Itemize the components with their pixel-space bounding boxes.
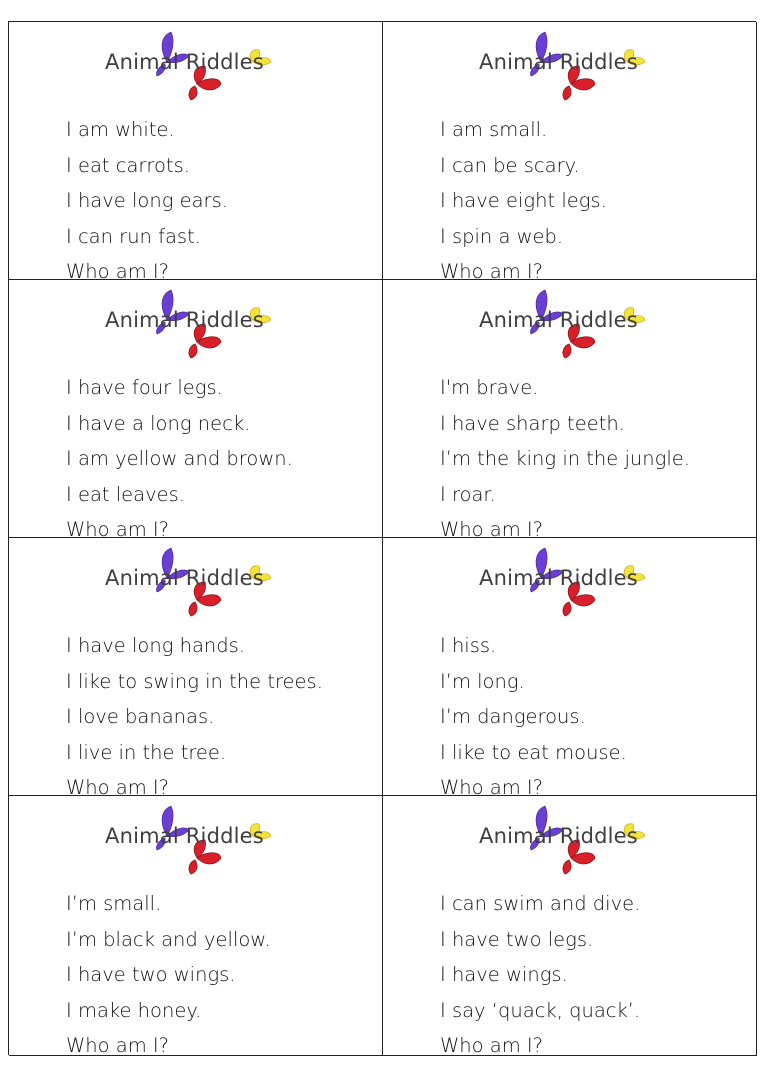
riddle-line: I am white. [66,118,175,141]
riddle-question: Who am I? [66,1034,170,1056]
riddle-line: I like to eat mouse. [440,740,627,764]
riddle-card [9,22,383,280]
riddle-line: I am yellow and brown. [66,447,293,470]
riddle-card [9,796,383,1056]
riddle-card [9,538,383,796]
riddle-line: I’m small. [66,892,162,915]
riddle-line: I have four legs. [66,376,223,399]
riddle-line: I eat carrots. [66,153,190,177]
riddle-line: I can be scary. [440,153,580,177]
riddle-lines [66,370,293,538]
riddle-line: I make honey. [66,998,202,1022]
riddle-line: I have eight legs. [440,189,607,212]
riddle-line: I roar. [440,482,496,506]
logo-title: Animal Riddles [105,50,264,74]
riddle-question: Who am I? [66,518,170,538]
riddle-question: Who am I? [66,260,170,280]
logo-title: Animal Riddles [479,824,638,848]
riddle-question: Who am I? [440,518,544,538]
riddle-lines [440,112,607,280]
animal-riddles-logo [477,26,677,104]
riddle-line: I have wings. [440,963,568,986]
animal-riddles-logo [477,542,677,620]
animal-riddles-logo [103,26,303,104]
logo-title: Animal Riddles [479,50,638,74]
riddle-line: I have long ears. [66,189,228,212]
animal-riddles-logo [103,800,303,878]
riddle-card [383,796,757,1056]
riddle-line: I have a long neck. [66,411,251,435]
riddle-line: I eat leaves. [66,482,185,506]
logo-title: Animal Riddles [105,566,264,590]
riddle-card [9,280,383,538]
riddle-line: I hiss. [440,634,497,657]
riddle-line: I’m dangerous. [440,705,586,728]
riddle-question: Who am I? [440,260,544,280]
riddle-card-grid [8,21,756,1055]
riddle-line: I have long hands. [66,634,246,657]
riddle-question: Who am I? [440,776,544,796]
logo-title: Animal Riddles [105,824,264,848]
riddle-line: I’m the king in the jungle. [440,447,690,470]
riddle-line: I live in the tree. [66,740,227,764]
riddle-card [383,22,757,280]
riddle-line: I’m black and yellow. [66,927,271,951]
riddle-question: Who am I? [66,776,170,796]
riddle-lines [66,886,271,1056]
riddle-lines [440,886,640,1056]
riddle-card [383,538,757,796]
animal-riddles-logo [103,542,303,620]
riddle-line: I have two legs. [440,927,594,951]
riddle-line: I spin a web. [440,224,564,248]
riddle-line: I’m long. [440,669,525,693]
riddle-line: I can swim and dive. [440,892,641,915]
riddle-line: I like to swing in the trees. [66,669,323,693]
logo-title: Animal Riddles [479,566,638,590]
logo-title: Animal Riddles [105,308,264,332]
riddle-question: Who am I? [440,1034,544,1056]
animal-riddles-logo [477,284,677,362]
riddle-line: I have sharp teeth. [440,411,625,435]
animal-riddles-logo [103,284,303,362]
riddle-lines [66,112,228,280]
logo-title: Animal Riddles [479,308,638,332]
riddle-lines [440,628,627,796]
riddle-line: I am small. [440,118,548,141]
riddle-lines [66,628,323,796]
riddle-line: I say ‘quack, quack’. [440,998,641,1022]
riddle-lines [440,370,690,538]
riddle-line: I'm brave. [440,376,539,399]
riddle-line: I love bananas. [66,705,215,728]
riddle-line: I have two wings. [66,963,236,986]
animal-riddles-logo [477,800,677,878]
riddle-card [383,280,757,538]
riddle-line: I can run fast. [66,224,201,248]
